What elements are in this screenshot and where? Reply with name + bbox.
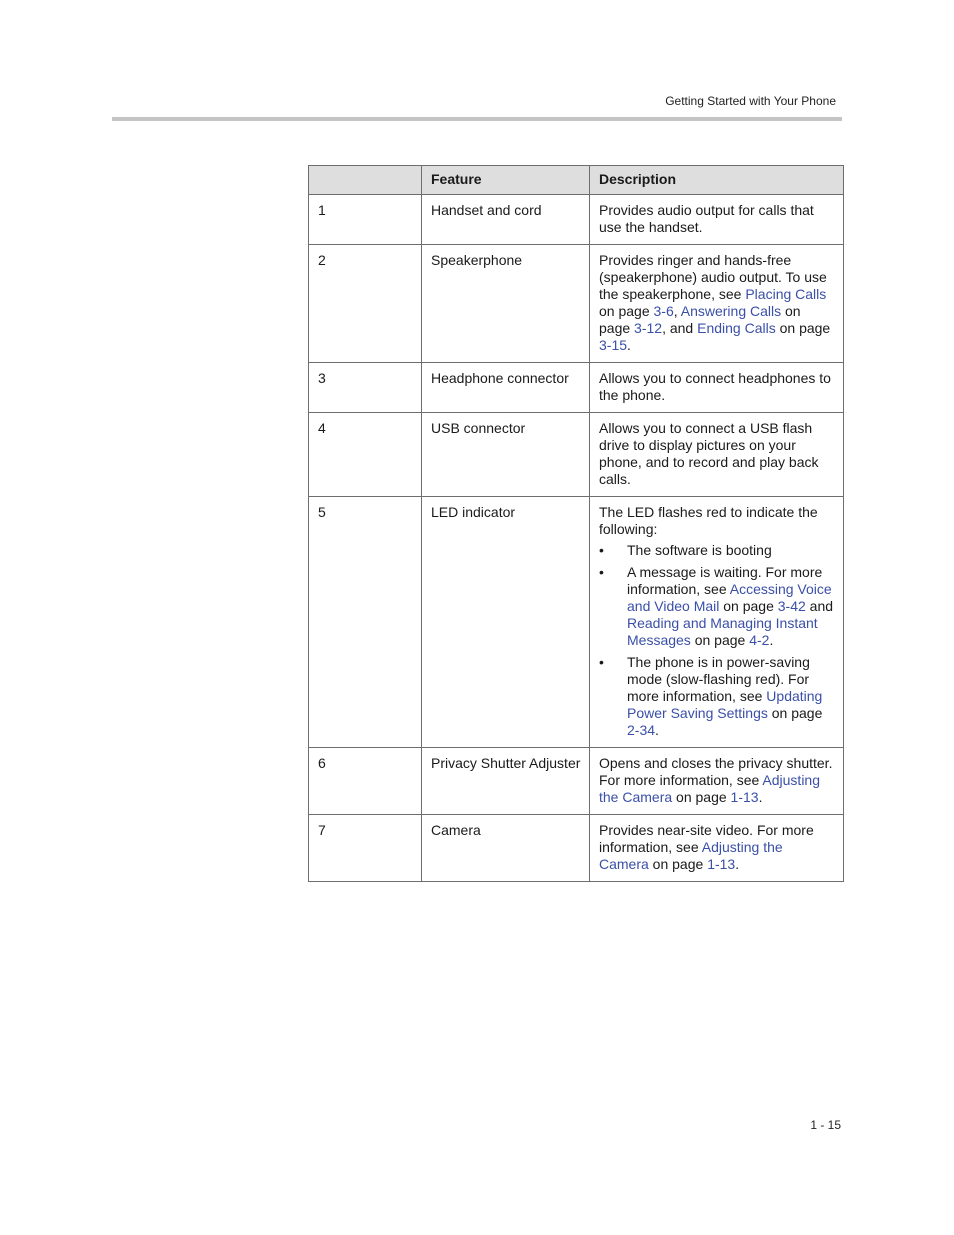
description-text: Provides audio output for calls that use the handset. [599,202,814,235]
description-text: , and [662,320,698,336]
header-rule [112,117,842,121]
bullet-icon: • [599,564,604,580]
description-text: Provides near-site video. For more information, see [599,822,814,855]
cross-reference-link[interactable]: 2-34 [627,722,656,738]
feature-name: Camera [422,815,590,882]
description-text: on page [599,303,654,319]
description-text: on page [599,303,801,336]
table-body [309,195,844,882]
description-text: on page [719,598,778,614]
row-number: 6 [309,748,422,815]
row-number: 1 [309,195,422,245]
table-row [309,815,844,882]
feature-description [590,413,844,497]
cross-reference-link[interactable]: 3-6 [653,303,674,319]
bullet-icon: • [599,542,604,558]
table-row [309,748,844,815]
description-text: . [735,856,740,872]
cross-reference-link[interactable]: Updating Power Saving Settings [627,688,823,721]
description-text: . [627,337,631,353]
row-number: 2 [309,245,422,363]
feature-name: USB connector [422,413,590,497]
cross-reference-link[interactable]: 3-12 [634,320,663,336]
description-text: and [805,598,834,614]
bullet-item [599,654,835,739]
description-text: on page [775,320,831,336]
description-text: Allows you to connect a USB flash drive to display pictures on your phone, and to record and play back calls. [599,420,819,487]
cross-reference-link[interactable]: Accessing Voice and Video Mail [627,581,832,614]
row-number: 7 [309,815,422,882]
cross-reference-link[interactable]: Ending Calls [697,320,776,336]
description-text: Provides ringer and hands-free (speakerphone) audio output. To use the speakerphone, see [599,252,827,302]
description-text: The software is booting [627,542,772,558]
bullet-list [599,542,835,739]
feature-name: Privacy Shutter Adjuster [422,748,590,815]
description-text: Allows you to connect headphones to the phone. [599,370,831,403]
description-paragraph [599,420,835,488]
description-text: A message is waiting. For more information, see [627,564,823,597]
row-number: 3 [309,363,422,413]
bullet-item [599,542,835,559]
description-paragraph [599,755,835,806]
cross-reference-link[interactable]: Placing Calls [745,286,827,302]
feature-description [590,195,844,245]
cross-reference-link[interactable]: Adjusting the Camera [599,772,820,805]
feature-description [590,815,844,882]
table-row [309,245,844,363]
feature-description [590,363,844,413]
description-text: The phone is in power-saving mode (slow-flashing red). For more information, see [627,654,810,704]
description-text: on page [672,789,731,805]
table-header-row [309,166,844,195]
bullet-item [599,564,835,649]
feature-description [590,245,844,363]
cross-reference-link[interactable]: Answering Calls [680,303,782,319]
cross-reference-link[interactable]: Reading and Managing Instant Messages [627,615,818,648]
feature-description [590,497,844,748]
description-text: . [769,632,774,648]
description-text: , [673,303,681,319]
description-text: on page [690,632,750,648]
description-text: on page [648,856,708,872]
column-header-description: Description [590,166,844,195]
description-paragraph [599,252,835,354]
description-text: . [758,789,763,805]
table-row [309,363,844,413]
cross-reference-link[interactable]: 1-13 [730,789,759,805]
table-row [309,413,844,497]
feature-name: LED indicator [422,497,590,748]
description-text: on page [767,705,823,721]
feature-name: Headphone connector [422,363,590,413]
cross-reference-link[interactable]: 3-15 [599,337,628,353]
feature-name: Handset and cord [422,195,590,245]
feature-table [308,165,844,882]
column-header-number [309,166,422,195]
page-number: 1 - 15 [810,1118,841,1132]
column-header-feature: Feature [422,166,590,195]
description-paragraph [599,202,835,236]
feature-name: Speakerphone [422,245,590,363]
description-paragraph [599,822,835,873]
cross-reference-link[interactable]: Adjusting the Camera [599,839,783,872]
running-header-title: Getting Started with Your Phone [665,94,836,108]
feature-description [590,748,844,815]
cross-reference-link[interactable]: 3-42 [777,598,806,614]
bullet-icon: • [599,654,604,670]
row-number: 4 [309,413,422,497]
description-text: Opens and closes the privacy shutter. For more information, see [599,755,833,788]
description-paragraph [599,370,835,404]
description-paragraph [599,504,835,538]
table-row [309,497,844,748]
cross-reference-link[interactable]: 4-2 [749,632,770,648]
description-text: The LED flashes red to indicate the following: [599,504,818,537]
row-number: 5 [309,497,422,748]
table-row [309,195,844,245]
cross-reference-link[interactable]: 1-13 [707,856,736,872]
description-text: . [655,722,659,738]
